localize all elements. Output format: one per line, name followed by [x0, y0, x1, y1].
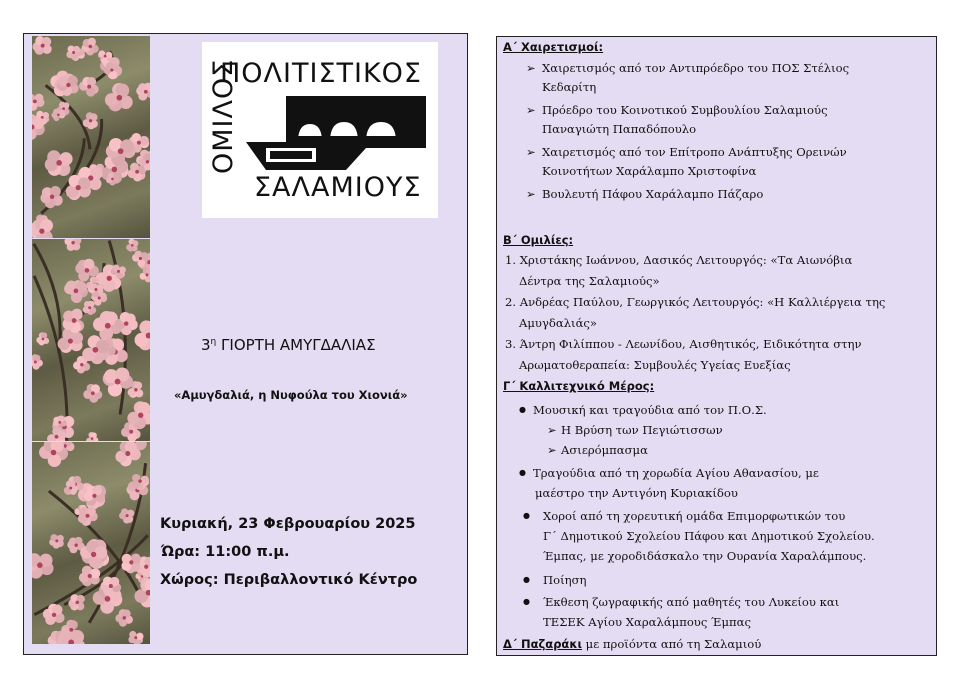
blossom-center: [91, 391, 95, 395]
blossom: [128, 631, 143, 644]
blossom-center: [111, 178, 114, 181]
petal: [113, 175, 119, 181]
blossom: [126, 239, 138, 252]
event-venue: Χώρος: Περιβαλλοντικό Κέντρο: [160, 572, 418, 588]
blossom-center: [135, 170, 139, 174]
list-item-continuation: ΤΕΣΕΚ Αγίου Χαραλάμπους Έμπας: [543, 615, 751, 629]
blossom-center: [41, 44, 45, 48]
list-item: [526, 103, 828, 117]
blossom-center: [37, 562, 43, 568]
arch-building-icon: [246, 96, 426, 170]
blossom: [32, 354, 43, 369]
petal: [139, 320, 150, 334]
blossom: [121, 553, 140, 573]
list-item-text: Η Βρύση των Πεγιώτισσων: [561, 423, 723, 437]
list-item: [519, 466, 819, 480]
blossom-center: [58, 421, 61, 424]
blossom-center: [116, 95, 122, 101]
petal: [69, 620, 78, 629]
blossom: [43, 604, 65, 625]
event-title-text: ΓΙΟΡΤΗ ΑΜΥΓΔΑΛΙΑΣ: [216, 336, 376, 354]
logo-text-bottom: ΣΑΛΑΜΙΟΥΣ: [254, 172, 422, 203]
blossom-center: [33, 99, 37, 103]
dot-bullet-icon: ●: [523, 511, 530, 520]
blossom-center: [76, 185, 81, 190]
blossom-center: [109, 584, 113, 588]
blossom: [79, 77, 99, 97]
arrow-bullet-icon: ➢: [526, 103, 536, 117]
blossom-center: [92, 494, 96, 498]
event-title-number: 3: [201, 336, 211, 354]
petal: [71, 309, 83, 321]
list-item-text: Τραγούδια από τη χορωδία Αγίου Αθανασίου, με: [533, 466, 819, 480]
blossom-center: [55, 435, 59, 439]
blossom-center: [76, 601, 79, 604]
list-item: [526, 187, 763, 201]
blossom-drawing: [32, 442, 150, 644]
blossom-center: [144, 90, 148, 94]
blossom: [32, 94, 44, 111]
list-item-continuation: Κοινοτήτων Χαράλαμπο Χριστοφίνα: [542, 164, 757, 178]
blossom: [36, 332, 49, 345]
blossom-center: [123, 616, 126, 619]
blossom-center: [93, 347, 99, 353]
arrow-bullet-icon: ➢: [526, 187, 536, 201]
blossom-center: [68, 338, 73, 343]
petal: [88, 301, 95, 308]
list-item-continuation: Γ΄ Δημοτικού Σχολείου Πάφου και Δημοτικού Σχολείου.: [543, 529, 875, 543]
program-panel: [496, 36, 937, 656]
petal: [83, 259, 94, 270]
blossom-center: [125, 451, 130, 456]
petal: [88, 38, 96, 46]
blossom-center: [137, 141, 141, 145]
blossom-center: [124, 321, 128, 325]
list-item-text: Ασιερόμπασμα: [561, 443, 648, 457]
list-item: [519, 403, 767, 417]
blossom-center: [118, 148, 124, 154]
blossom-center: [138, 479, 141, 482]
blossom-center: [89, 45, 92, 48]
list-item: [547, 443, 648, 457]
list-item-text: Μουσική και τραγούδια από τον Π.Ο.Σ.: [533, 403, 767, 417]
blossom: [119, 508, 134, 523]
blossom-center: [69, 628, 73, 632]
list-item: 2. Ανδρέας Παύλου, Γεωργικός Λειτουργός: «Η Καλλιέργεια της: [505, 295, 886, 309]
blossom-center: [51, 450, 57, 456]
blossom: [83, 301, 96, 315]
blossom-center: [55, 539, 58, 542]
petal: [139, 136, 149, 146]
section-c-heading: Γ΄ Καλλιτεχνικό Μέρος:: [503, 379, 655, 393]
blossom-center: [110, 68, 113, 71]
blossom-drawing: [32, 36, 150, 238]
poster-left-panel: [23, 33, 468, 655]
blossom-center: [50, 195, 55, 200]
blossom-center: [115, 379, 121, 385]
blossom: [105, 83, 133, 111]
blossom: [140, 267, 150, 282]
logo-text-side: ΟΜΙΛΟΣ: [208, 58, 239, 174]
petal: [58, 416, 65, 423]
blossom-center: [85, 268, 90, 273]
petal: [41, 332, 47, 338]
blossom-drawing: [32, 239, 150, 441]
section-d: [503, 637, 761, 651]
list-item: 3. Άντρη Φιλίππου - Λεωνίδου, Αισθητικός, Ειδικότητα στην: [505, 337, 862, 351]
blossom-center: [42, 338, 45, 341]
petal: [106, 52, 113, 59]
list-item-continuation: μαέστρο την Αντιγόνη Κυριακίδου: [535, 486, 738, 500]
arrow-bullet-icon: ➢: [547, 443, 557, 457]
petal: [94, 546, 107, 559]
section-d-heading: Δ΄ Παζαράκι: [503, 637, 582, 651]
arrow-bullet-icon: ➢: [526, 145, 536, 159]
blossom: [32, 36, 51, 55]
blossom-center: [129, 560, 133, 564]
blossom: [86, 432, 98, 441]
blossom-center: [39, 228, 44, 233]
blossom-center: [91, 552, 96, 557]
list-item-continuation: Αρωματοθεραπεία: Συμβουλές Υγείας Ευεξίας: [519, 358, 791, 372]
blossom-center: [34, 361, 37, 364]
blossom-center: [117, 270, 120, 273]
section-a-heading: Α΄ Χαιρετισμοί:: [503, 40, 604, 54]
blossom-center: [144, 565, 148, 569]
almond-blossom-photo: [32, 239, 150, 441]
blossom: [66, 175, 91, 200]
event-date: Κυριακή, 23 Φεβρουαρίου 2025: [160, 516, 416, 532]
petal: [33, 355, 40, 362]
blossom: [32, 217, 53, 238]
list-item: [523, 573, 586, 587]
section-b-heading: Β΄ Ομιλίες:: [503, 233, 574, 247]
blossom: [132, 251, 148, 267]
almond-blossom-photo: [32, 36, 150, 238]
blossom-center: [72, 51, 75, 54]
blossom: [136, 83, 150, 101]
petal: [57, 431, 66, 440]
blossom-center: [87, 85, 91, 89]
petal: [136, 633, 143, 640]
blossom-center: [57, 113, 60, 116]
blossom: [49, 534, 64, 549]
list-item-text: Πρόεδρο του Κοινοτικού Συμβουλίου Σαλαμιούς: [542, 103, 828, 117]
blossom: [64, 281, 88, 303]
blossom-center: [86, 514, 90, 518]
blossom-center: [89, 119, 92, 122]
petal: [96, 284, 103, 291]
event-title-ordinal: η: [210, 337, 217, 347]
blossom: [78, 507, 98, 526]
blossom-center: [91, 437, 94, 440]
list-item-continuation: Αμυγδαλιάς»: [519, 316, 598, 330]
petal: [141, 476, 149, 484]
list-item: [523, 595, 839, 609]
blossom: [39, 442, 68, 467]
list-item-continuation: Κεδαρίτη: [542, 80, 597, 94]
list-item: [526, 145, 847, 159]
blossom-center: [69, 487, 72, 490]
list-item-text: Έκθεση ζωγραφικής από μαθητές του Λυκείου και: [543, 595, 840, 609]
cultural-club-logo: [202, 42, 438, 218]
blossom-center: [112, 167, 118, 173]
blossom-center: [62, 107, 65, 110]
list-item-continuation: Έμπας, με χοροδιδάσκαλο την Ουρανία Χαραλάμπους.: [543, 549, 867, 563]
blossom-center: [146, 273, 149, 276]
almond-blossom-photo: [32, 442, 150, 644]
arrow-bullet-icon: ➢: [547, 423, 557, 437]
list-item-text: Ποίηση: [543, 573, 587, 587]
blossom-center: [105, 596, 111, 602]
list-item-continuation: Παναγιώτη Παπαδόπουλο: [542, 122, 697, 136]
blossom-center: [139, 257, 142, 260]
blossom: [115, 609, 133, 627]
event-title: [201, 336, 376, 354]
blossom-center: [66, 83, 70, 87]
blossom-center: [134, 636, 137, 639]
list-item-text: Βουλευτή Πάφου Χαράλαμπο Πάζαρο: [542, 187, 764, 201]
dot-bullet-icon: ●: [519, 468, 526, 477]
blossom: [68, 594, 85, 610]
blossom: [52, 109, 66, 121]
event-time: Ώρα: 11:00 π.μ.: [161, 544, 290, 560]
blossom-center: [146, 160, 149, 163]
blossom-center: [71, 241, 74, 244]
petal: [87, 77, 96, 86]
blossom-center: [138, 413, 143, 418]
blossom-center: [88, 306, 91, 309]
list-item: [526, 61, 849, 75]
list-item-text: Χαιρετισμός από τον Αντιπρόεδρο του ΠΟΣ Στέλιος: [542, 61, 850, 75]
petal: [91, 277, 98, 284]
dot-bullet-icon: ●: [523, 575, 530, 584]
list-item-text: Χοροί από τη χορευτική ομάδα Επιμορφωτικών του: [543, 509, 846, 523]
list-item: 1. Χριστάκης Ιωάννου, Δασικός Λειτουργός: «Τα Αιωνόβια: [505, 253, 853, 267]
list-item: [523, 509, 845, 523]
blossom-center: [134, 388, 137, 391]
blossom-center: [98, 296, 101, 299]
list-item-continuation: Δέντρα της Σαλαμιούς»: [519, 274, 660, 288]
blossom-center: [131, 244, 134, 247]
blossom-center: [88, 574, 92, 578]
blossom-center: [52, 613, 56, 617]
event-subtitle: «Αμυγδαλιά, η Νυφούλα του Χιονιά»: [174, 388, 408, 402]
blossom-center: [74, 289, 79, 294]
almond-blossom-photo-strip: [32, 36, 150, 644]
blossom: [83, 384, 102, 403]
blossom-center: [56, 160, 62, 166]
blossom-center: [74, 543, 77, 546]
blossom-center: [80, 363, 83, 366]
blossom-center: [126, 514, 129, 517]
blossom-center: [141, 575, 144, 578]
list-item-text: Χαιρετισμός από τον Επίτροπο Ανάπτυξης Ορεινών: [542, 145, 847, 159]
petal: [69, 481, 76, 488]
blossom: [32, 553, 54, 578]
list-item: [547, 423, 723, 437]
petal: [116, 84, 130, 98]
blossom-center: [72, 318, 77, 323]
blossom: [79, 566, 100, 587]
blossom: [134, 578, 150, 607]
blossom-center: [129, 430, 133, 434]
blossom: [40, 186, 62, 208]
dot-bullet-icon: ●: [523, 597, 530, 606]
petal: [119, 266, 126, 273]
blossom-center: [94, 288, 97, 291]
blossom: [104, 62, 120, 78]
blossom-center: [107, 276, 112, 281]
arrow-bullet-icon: ➢: [526, 61, 536, 75]
dot-bullet-icon: ●: [519, 405, 526, 414]
blossom-center: [104, 55, 107, 58]
blossom-center: [105, 323, 111, 329]
logo-text-top: ΠΟΛΙΤΙΣΤΙΚΟΣ: [220, 58, 422, 89]
blossom: [45, 150, 73, 176]
section-d-text: με προϊόντα από τη Σαλαμιού: [581, 637, 762, 651]
blossom: [64, 239, 81, 251]
